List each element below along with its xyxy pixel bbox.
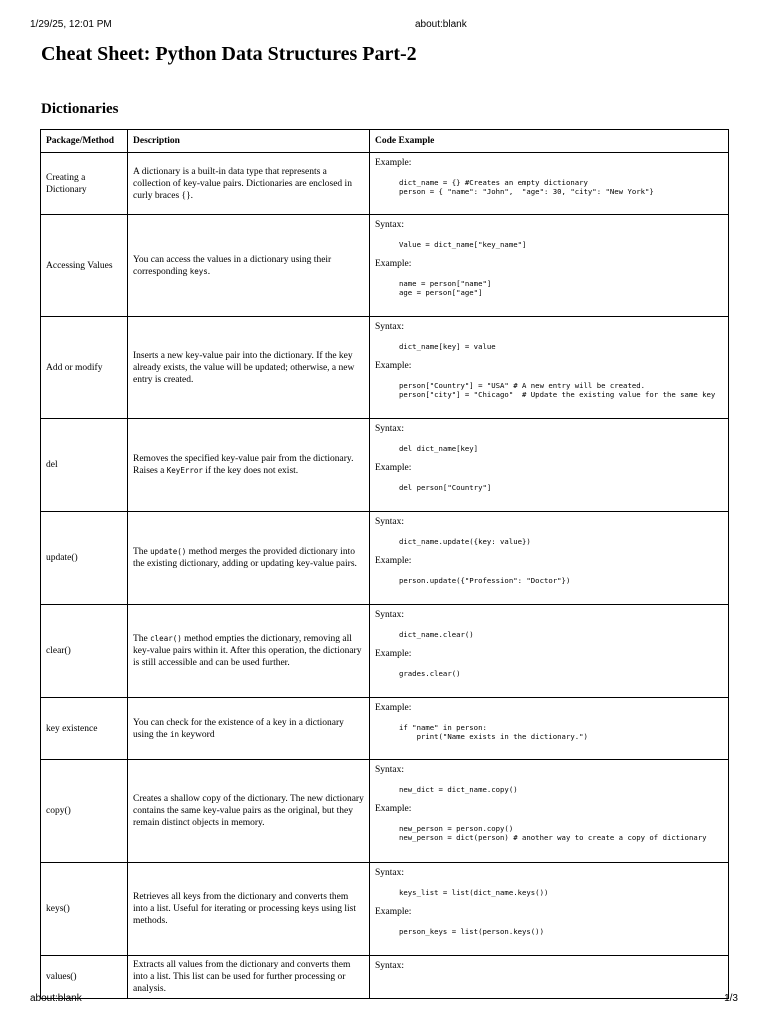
example-code: if "name" in person: print("Name exists in the dictionary."): [399, 723, 588, 741]
description-text: keyword: [178, 729, 215, 740]
example-label: Example:: [375, 556, 412, 566]
header-description: Description: [128, 130, 370, 153]
description-text: if the key does not exist.: [202, 466, 299, 476]
description-text: method merges the provided dictionary into the existing dictionary, adding or updating key-value pairs.: [133, 547, 357, 569]
example-label: Example:: [375, 361, 412, 371]
table-header-row: [41, 130, 729, 153]
example-code: person["Country"] = "USA" # A new entry will be created. person["city"] = "Chicago" # Update the existing value for the same key: [399, 381, 716, 399]
syntax-code: dict_name[key] = value: [399, 342, 496, 351]
description-text: Removes the specified key-value pair from the dictionary. Raises a: [133, 454, 354, 476]
syntax-label: Syntax:: [375, 424, 405, 434]
table-row: [41, 698, 729, 760]
table-row: [41, 215, 729, 317]
table-row: [41, 863, 729, 956]
example-code: dict_name = {} #Creates an empty dictionary person = { "name": "John", "age": 30, "city": "New York"}: [399, 178, 654, 196]
example-label: Example:: [375, 649, 412, 659]
code-example-cell: [370, 863, 729, 956]
method-cell: update(): [41, 512, 128, 605]
method-cell: keys(): [41, 863, 128, 956]
example-label: Example:: [375, 907, 412, 917]
example-label: Example:: [375, 259, 412, 269]
method-cell: del: [41, 419, 128, 512]
method-cell: key existence: [41, 698, 128, 760]
description-cell: [128, 419, 370, 512]
print-url: about:blank: [415, 19, 467, 30]
description-text: Retrieves all keys from the dictionary and converts them into a list. Useful for iterating or processing keys using list methods.: [133, 892, 356, 926]
table-row: [41, 419, 729, 512]
description-text: .: [207, 266, 211, 277]
code-example-cell: [370, 698, 729, 760]
description-cell: [128, 215, 370, 317]
example-code: del person["Country"]: [399, 483, 492, 492]
inline-code: KeyError: [166, 466, 203, 475]
table-row: [41, 605, 729, 698]
syntax-code: new_dict = dict_name.copy(): [399, 785, 518, 794]
footer-url: about:blank: [30, 993, 82, 1004]
example-code: person.update({"Profession": "Doctor"}): [399, 576, 571, 585]
method-cell: Add or modify: [41, 317, 128, 419]
syntax-code: Value = dict_name["key_name"]: [399, 240, 527, 249]
print-footer: [30, 993, 738, 1007]
example-code: name = person["name"] age = person["age"]: [399, 279, 492, 297]
description-text: Creates a shallow copy of the dictionary. The new dictionary contains the same key-value pairs as the original, but they remain distinct objects in memory.: [133, 794, 364, 828]
code-example-cell: [370, 512, 729, 605]
example-code: new_person = person.copy() new_person = dict(person) # another way to create a copy of dictionary: [399, 824, 707, 842]
section-heading: Dictionaries: [41, 101, 119, 117]
header-code-example: Code Example: [370, 130, 729, 153]
page-title: Cheat Sheet: Python Data Structures Part-2: [41, 43, 417, 65]
example-label: Example:: [375, 158, 412, 168]
table-row: [41, 760, 729, 863]
description-cell: [128, 605, 370, 698]
method-cell: Creating a Dictionary: [41, 153, 128, 215]
description-cell: [128, 512, 370, 605]
description-text: A dictionary is a built-in data type that represents a collection of key-value pairs. Dictionaries are enclosed in curly braces {}.: [133, 166, 352, 201]
syntax-label: Syntax:: [375, 765, 405, 775]
syntax-code: dict_name.clear(): [399, 630, 474, 639]
code-example-cell: [370, 760, 729, 863]
code-example-cell: [370, 605, 729, 698]
method-cell: Accessing Values: [41, 215, 128, 317]
description-text: Inserts a new key-value pair into the dictionary. If the key already exists, the value will be updated; otherwise, a new entry is created.: [133, 350, 355, 385]
syntax-label: Syntax:: [375, 610, 405, 620]
page-number: 1/3: [724, 993, 738, 1004]
example-code: person_keys = list(person.keys()): [399, 927, 544, 936]
example-label: Example:: [375, 804, 412, 814]
description-cell: [128, 863, 370, 956]
print-header: [30, 19, 738, 33]
syntax-label: Syntax:: [375, 322, 405, 332]
header-package-method: Package/Method: [41, 130, 128, 153]
description-text: You can access the values in a dictionary using their corresponding: [133, 254, 332, 277]
description-text: The: [133, 634, 151, 644]
syntax-code: del dict_name[key]: [399, 444, 479, 453]
example-label: Example:: [375, 463, 412, 473]
description-text: The: [133, 547, 151, 557]
table-row: [41, 153, 729, 215]
code-example-cell: [370, 419, 729, 512]
description-cell: [128, 698, 370, 760]
print-datetime: 1/29/25, 12:01 PM: [30, 19, 112, 30]
description-cell: [128, 317, 370, 419]
method-cell: copy(): [41, 760, 128, 863]
syntax-label: Syntax:: [375, 868, 405, 878]
method-cell: values(): [41, 956, 128, 999]
inline-code: clear(): [150, 634, 182, 643]
syntax-label: Syntax:: [375, 961, 405, 971]
syntax-label: Syntax:: [375, 517, 405, 527]
code-example-cell: [370, 215, 729, 317]
table-row: [41, 512, 729, 605]
description-text: Extracts all values from the dictionary and converts them into a list. This list can be used for further processing or analysis.: [133, 960, 351, 994]
description-cell: [128, 153, 370, 215]
inline-code: in: [169, 729, 179, 739]
dictionary-methods-table: [40, 129, 729, 999]
code-example-cell: [370, 153, 729, 215]
code-example-cell: [370, 317, 729, 419]
inline-code: keys: [189, 266, 208, 276]
syntax-code: dict_name.update({key: value}): [399, 537, 531, 546]
syntax-label: Syntax:: [375, 220, 405, 230]
method-cell: clear(): [41, 605, 128, 698]
syntax-code: keys_list = list(dict_name.keys()): [399, 888, 549, 897]
table-viewport: [40, 129, 728, 994]
description-text: You can check for the existence of a key in a dictionary using the: [133, 717, 344, 740]
example-label: Example:: [375, 703, 412, 713]
description-text: method empties the dictionary, removing all key-value pairs within it. After this operation, the dictionary is still accessible and can be used further.: [133, 634, 362, 668]
description-cell: [128, 760, 370, 863]
table-row: [41, 317, 729, 419]
inline-code: update(): [150, 547, 187, 556]
example-code: grades.clear(): [399, 669, 461, 678]
